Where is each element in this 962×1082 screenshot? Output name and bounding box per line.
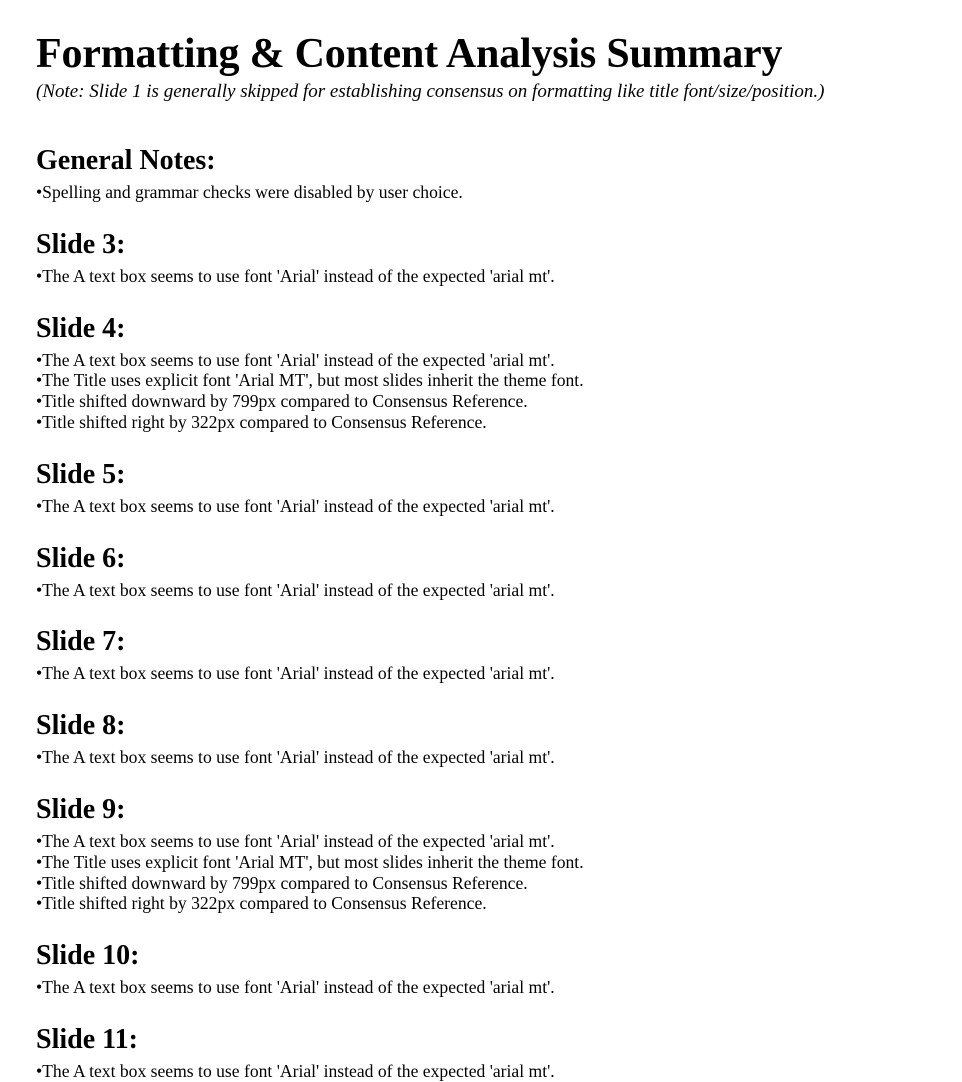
section-slide-5 [36,458,962,517]
list-item: • Title shifted downward by 799px compared to Consensus Reference. [36,873,962,894]
section-heading: Slide 6: [36,542,126,574]
list-item: • Spelling and grammar checks were disabled by user choice. [36,182,962,203]
list-item: • The A text box seems to use font 'Arial' instead of the expected 'arial mt'. [36,831,962,852]
section-heading: Slide 7: [36,626,126,658]
section-heading: Slide 3: [36,228,126,260]
section-slide-8 [36,709,962,768]
page-title: Formatting & Content Analysis Summary [36,31,783,77]
section-heading: Slide 10: [36,940,140,972]
list-item: • The Title uses explicit font 'Arial MT', but most slides inherit the theme font. [36,370,962,391]
list-item: • The A text box seems to use font 'Arial' instead of the expected 'arial mt'. [36,977,962,998]
section-heading: General Notes: [36,145,216,176]
list-item: • The A text box seems to use font 'Arial' instead of the expected 'arial mt'. [36,266,962,287]
list-item: • The A text box seems to use font 'Arial' instead of the expected 'arial mt'. [36,747,962,768]
list-item: • The A text box seems to use font 'Arial' instead of the expected 'arial mt'. [36,1061,962,1082]
section-heading: Slide 9: [36,793,126,825]
list-item: • Title shifted right by 322px compared to Consensus Reference. [36,893,962,914]
issue-list [36,496,962,517]
section-heading: Slide 4: [36,312,126,344]
list-item: • Title shifted right by 322px compared to Consensus Reference. [36,412,962,433]
section-heading: Slide 11: [36,1023,138,1055]
issue-list [36,663,962,684]
list-item: • The A text box seems to use font 'Arial' instead of the expected 'arial mt'. [36,350,962,371]
section-slide-9 [36,793,962,914]
issue-list [36,350,962,433]
section-slide-11 [36,1023,962,1082]
section-heading: Slide 8: [36,710,126,742]
issue-list [36,266,962,287]
section-heading: Slide 5: [36,458,126,490]
issue-list [36,580,962,601]
issue-list [36,1061,962,1082]
list-item: • The A text box seems to use font 'Arial' instead of the expected 'arial mt'. [36,663,962,684]
section-slide-3 [36,228,962,287]
list-item: • Title shifted downward by 799px compared to Consensus Reference. [36,391,962,412]
section-slide-6 [36,542,962,601]
section-general-notes [36,144,962,203]
issue-list [36,831,962,914]
issue-list [36,977,962,998]
section-slide-10 [36,939,962,998]
list-item: • The Title uses explicit font 'Arial MT', but most slides inherit the theme font. [36,852,962,873]
issue-list [36,747,962,768]
section-slide-4 [36,312,962,433]
skip-note: (Note: Slide 1 is generally skipped for establishing consensus on formatting like title font/size/position.) [36,81,825,102]
issue-list [36,182,962,203]
list-item: • The A text box seems to use font 'Arial' instead of the expected 'arial mt'. [36,496,962,517]
section-slide-7 [36,625,962,684]
list-item: • The A text box seems to use font 'Arial' instead of the expected 'arial mt'. [36,580,962,601]
